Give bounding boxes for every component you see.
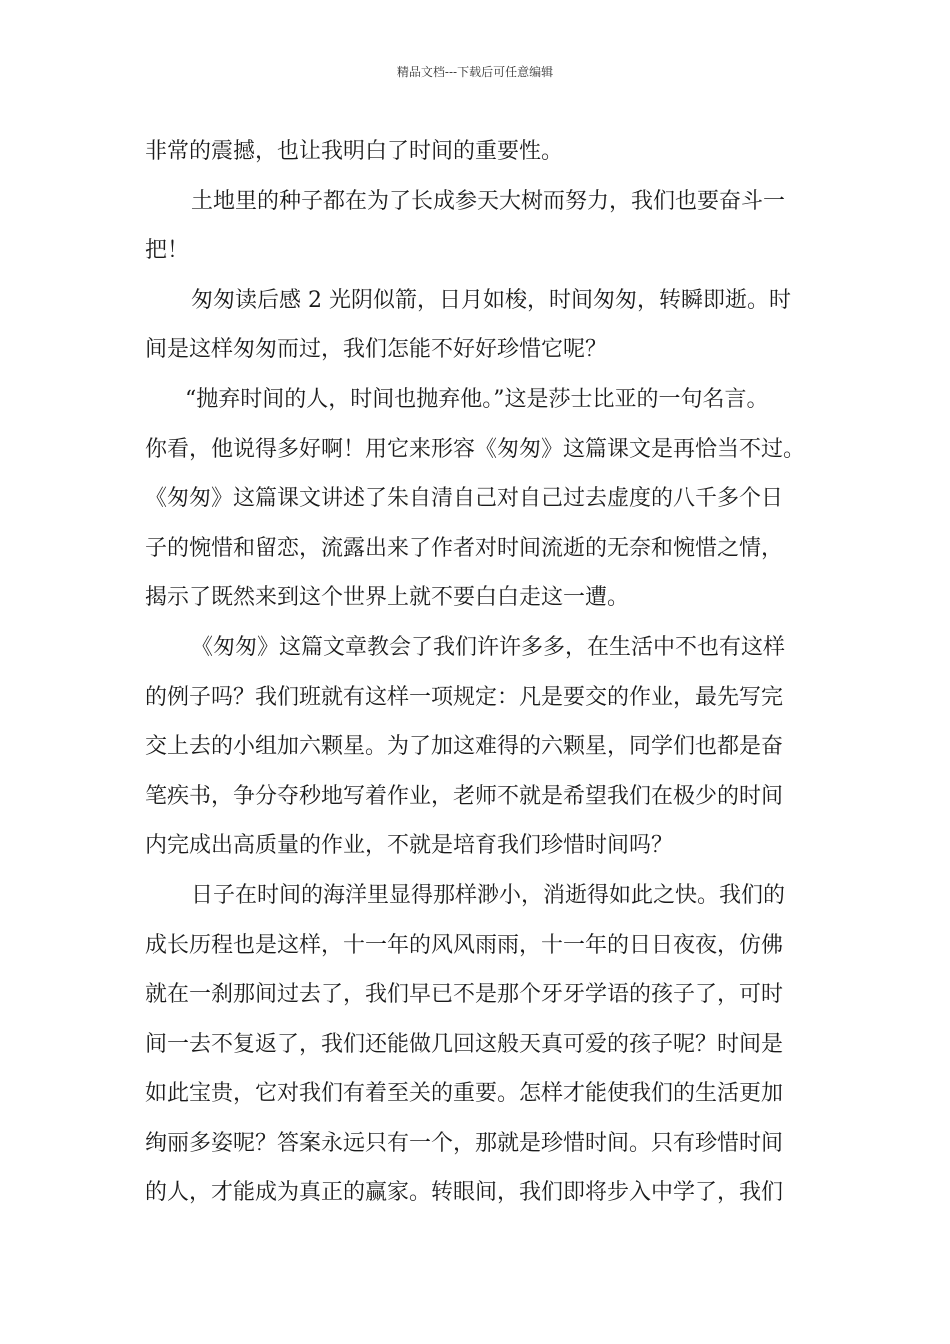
text-line: 内完成出高质量的作业，不就是培育我们珍惜时间吗？ <box>145 833 674 859</box>
text-line: 非常的震撼，也让我明白了时间的重要性。 <box>145 139 564 164</box>
text-line: 《匆匆》这篇文章教会了我们许许多多，在生活中不也有这样 <box>191 634 786 660</box>
text-line: “抛弃时间的人，时间也抛弃他。”这是莎士比亚的一句名言。 <box>185 386 769 412</box>
document-body <box>145 127 821 1218</box>
text-line: 的例子吗？我们班就有这样一项规定：凡是要交的作业，最先写完 <box>145 684 784 710</box>
text-line: 《匆匆》这篇课文讲述了朱自清自己对自己过去虚度的八千多个日 <box>145 486 784 512</box>
text-line: 你看，他说得多好啊！用它来形容《匆匆》这篇课文是再恰当不过。 <box>145 436 806 462</box>
text-line: 土地里的种子都在为了长成参天大树而努力，我们也要奋斗一 <box>191 188 786 214</box>
text-line: 日子在时间的海洋里显得那样渺小，消逝得如此之快。我们的 <box>191 882 786 908</box>
text-line: 间是这样匆匆而过，我们怎能不好好珍惜它呢？ <box>145 337 608 363</box>
text-line: 成长历程也是这样，十一年的风风雨雨，十一年的日日夜夜，仿佛 <box>145 932 784 958</box>
text-line: 如此宝贵，它对我们有着至关的重要。怎样才能使我们的生活更加 <box>145 1081 784 1107</box>
text-line: 的人，才能成为真正的赢家。转眼间，我们即将步入中学了，我们 <box>145 1180 784 1206</box>
text-line: 笔疾书，争分夺秒地写着作业，老师不就是希望我们在极少的时间 <box>145 783 784 809</box>
page-header: 精品文档---下载后可任意编辑 <box>396 65 554 79</box>
text-line: 间一去不复返了，我们还能做几回这般天真可爱的孩子呢？时间是 <box>145 1031 784 1057</box>
text-line: 子的惋惜和留恋，流露出来了作者对时间流逝的无奈和惋惜之情， <box>145 535 784 561</box>
text-line: 绚丽多姿呢？答案永远只有一个，那就是珍惜时间。只有珍惜时间 <box>145 1130 784 1156</box>
text-line: 匆匆读后感 2 光阴似箭，日月如梭，时间匆匆，转瞬即逝。时 <box>191 287 791 313</box>
text-line: 揭示了既然来到这个世界上就不要白白走这一遭。 <box>145 585 630 611</box>
text-line: 交上去的小组加六颗星。为了加这难得的六颗星，同学们也都是奋 <box>145 734 784 760</box>
text-line: 就在一刹那间过去了，我们早已不是那个牙牙学语的孩子了，可时 <box>145 982 784 1008</box>
text-line: 把！ <box>145 238 190 264</box>
